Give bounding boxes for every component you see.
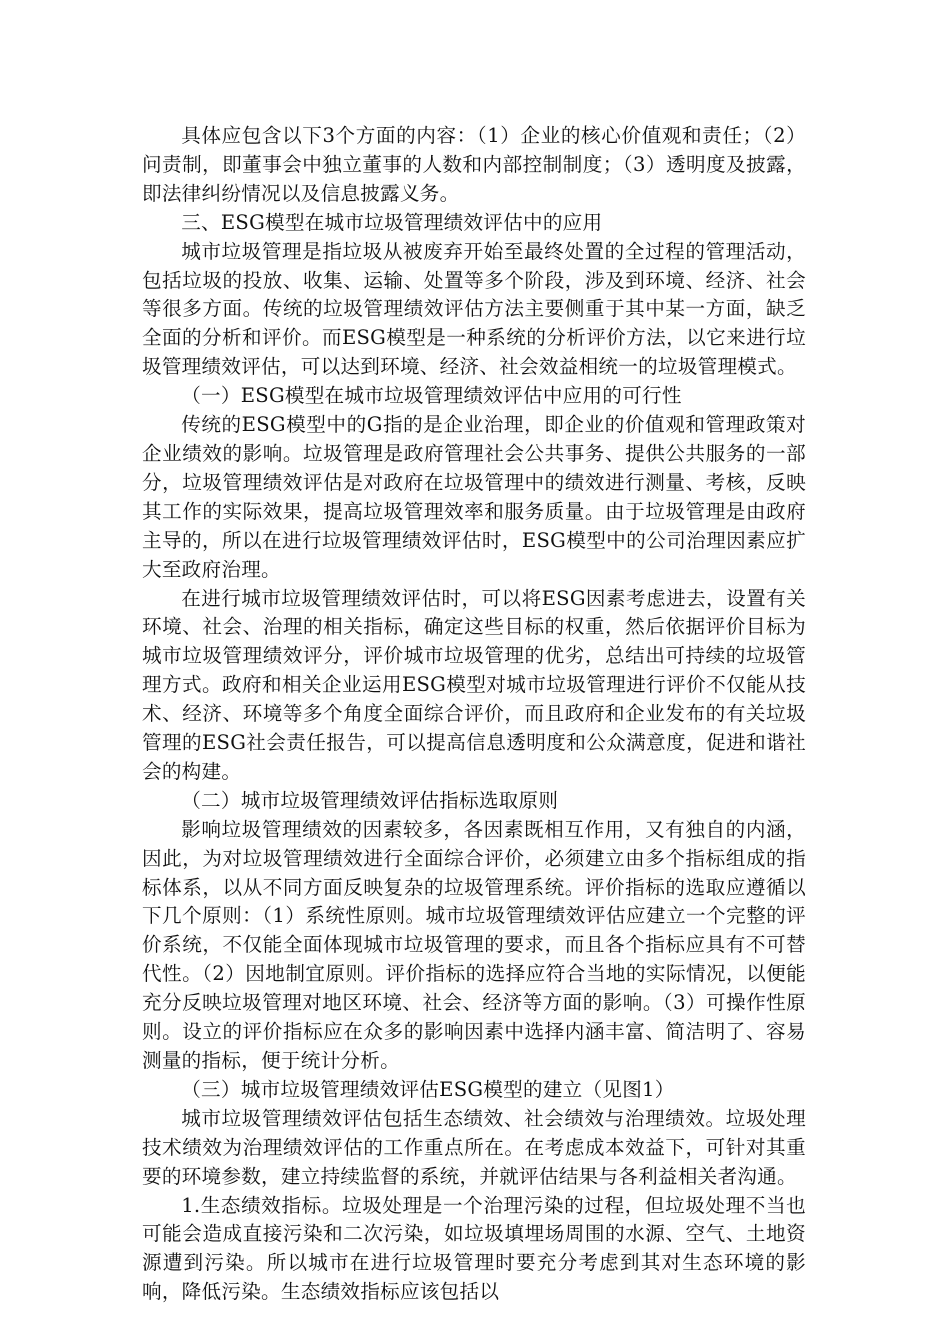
paragraph-esg-factors: 在进行城市垃圾管理绩效评估时，可以将ESG因素考虑进去，设置有关环境、社会、治理的相关指标，确定这些目标的权重，然后依据评价目标为城市垃圾管理绩效评分，评价城市垃圾管理的优劣，总结出可持续的垃圾管理方式。政府和相关企业运用ESG模型对城市垃圾管理进行评价不仅能从技术、经济、环境等多个角度全面综合评价，而且政府和企业发布的有关垃圾管理的ESG社会责任报告，可以提高信息透明度和公众满意度，促进和谐社会的构建。: [142, 586, 806, 783]
document-body: [142, 122, 806, 1307]
subsection-heading-2: （二）城市垃圾管理绩效评估指标选取原则: [181, 788, 559, 812]
paragraph-ecological-indicators: 1.生态绩效指标。垃圾处理是一个治理污染的过程，但垃圾处理不当也可能会造成直接污染和二次污染，如垃圾填埋场周围的水源、空气、土地资源遭到污染。所以城市在进行垃圾管理时要充分考虑到其对生态环境的影响，降低污染。生态绩效指标应该包括以: [142, 1193, 806, 1304]
paragraph-model-overview: 城市垃圾管理绩效评估包括生态绩效、社会绩效与治理绩效。垃圾处理技术绩效为治理绩效评估的工作重点所在。在考虑成本效益下，可针对其重要的环境参数，建立持续监督的系统，并就评估结果与各利益相关者沟通。: [142, 1106, 806, 1188]
subsection-heading-1: （一）ESG模型在城市垃圾管理绩效评估中应用的可行性: [181, 384, 682, 408]
paragraph-esg-governance-content: 具体应包含以下3个方面的内容：（1）企业的核心价值观和责任；（2）问责制，即董事会中独立董事的人数和内部控制制度；（3）透明度及披露，即法律纠纷情况以及信息披露义务。: [142, 124, 806, 205]
subsection-heading-3: （三）城市垃圾管理绩效评估ESG模型的建立（见图1）: [181, 1077, 675, 1101]
section-heading-3: 三、ESG模型在城市垃圾管理绩效评估中的应用: [181, 210, 603, 234]
paragraph-feasibility: 传统的ESG模型中的G指的是企业治理，即企业的价值观和管理政策对企业绩效的影响。垃圾管理是政府管理社会公共事务、提供公共服务的一部分，垃圾管理绩效评估是对政府在垃圾管理中的绩效进行测量、考核，反映其工作的实际效果，提高垃圾管理效率和服务质量。由于垃圾管理是由政府主导的，所以在进行垃圾管理绩效评估时，ESG模型中的公司治理因素应扩大至政府治理。: [142, 413, 806, 581]
paragraph-waste-management-definition: 城市垃圾管理是指垃圾从被废弃开始至最终处置的全过程的管理活动，包括垃圾的投放、收集、运输、处置等多个阶段，涉及到环境、经济、社会等很多方面。传统的垃圾管理绩效评估方法主要侧重于其中某一方面，缺乏全面的分析和评价。而ESG模型是一种系统的分析评价方法，以它来进行垃圾管理绩效评估，可以达到环境、经济、社会效益相统一的垃圾管理模式。: [142, 239, 806, 379]
paragraph-indicator-principles: 影响垃圾管理绩效的因素较多，各因素既相互作用，又有独自的内涵，因此，为对垃圾管理绩效进行全面综合评价，必须建立由多个指标组成的指标体系，以从不同方面反映复杂的垃圾管理系统。评价指标的选取应遵循以下几个原则：（1）系统性原则。城市垃圾管理绩效评估应建立一个完整的评价系统，不仅能全面体现城市垃圾管理的要求，而且各个指标应具有不可替代性。（2）因地制宜原则。评价指标的选择应符合当地的实际情况，以便能充分反映垃圾管理对地区环境、社会、经济等方面的影响。（3）可操作性原则。设立的评价指标应在众多的影响因素中选择内涵丰富、简洁明了、容易测量的指标，便于统计分析。: [142, 817, 806, 1072]
